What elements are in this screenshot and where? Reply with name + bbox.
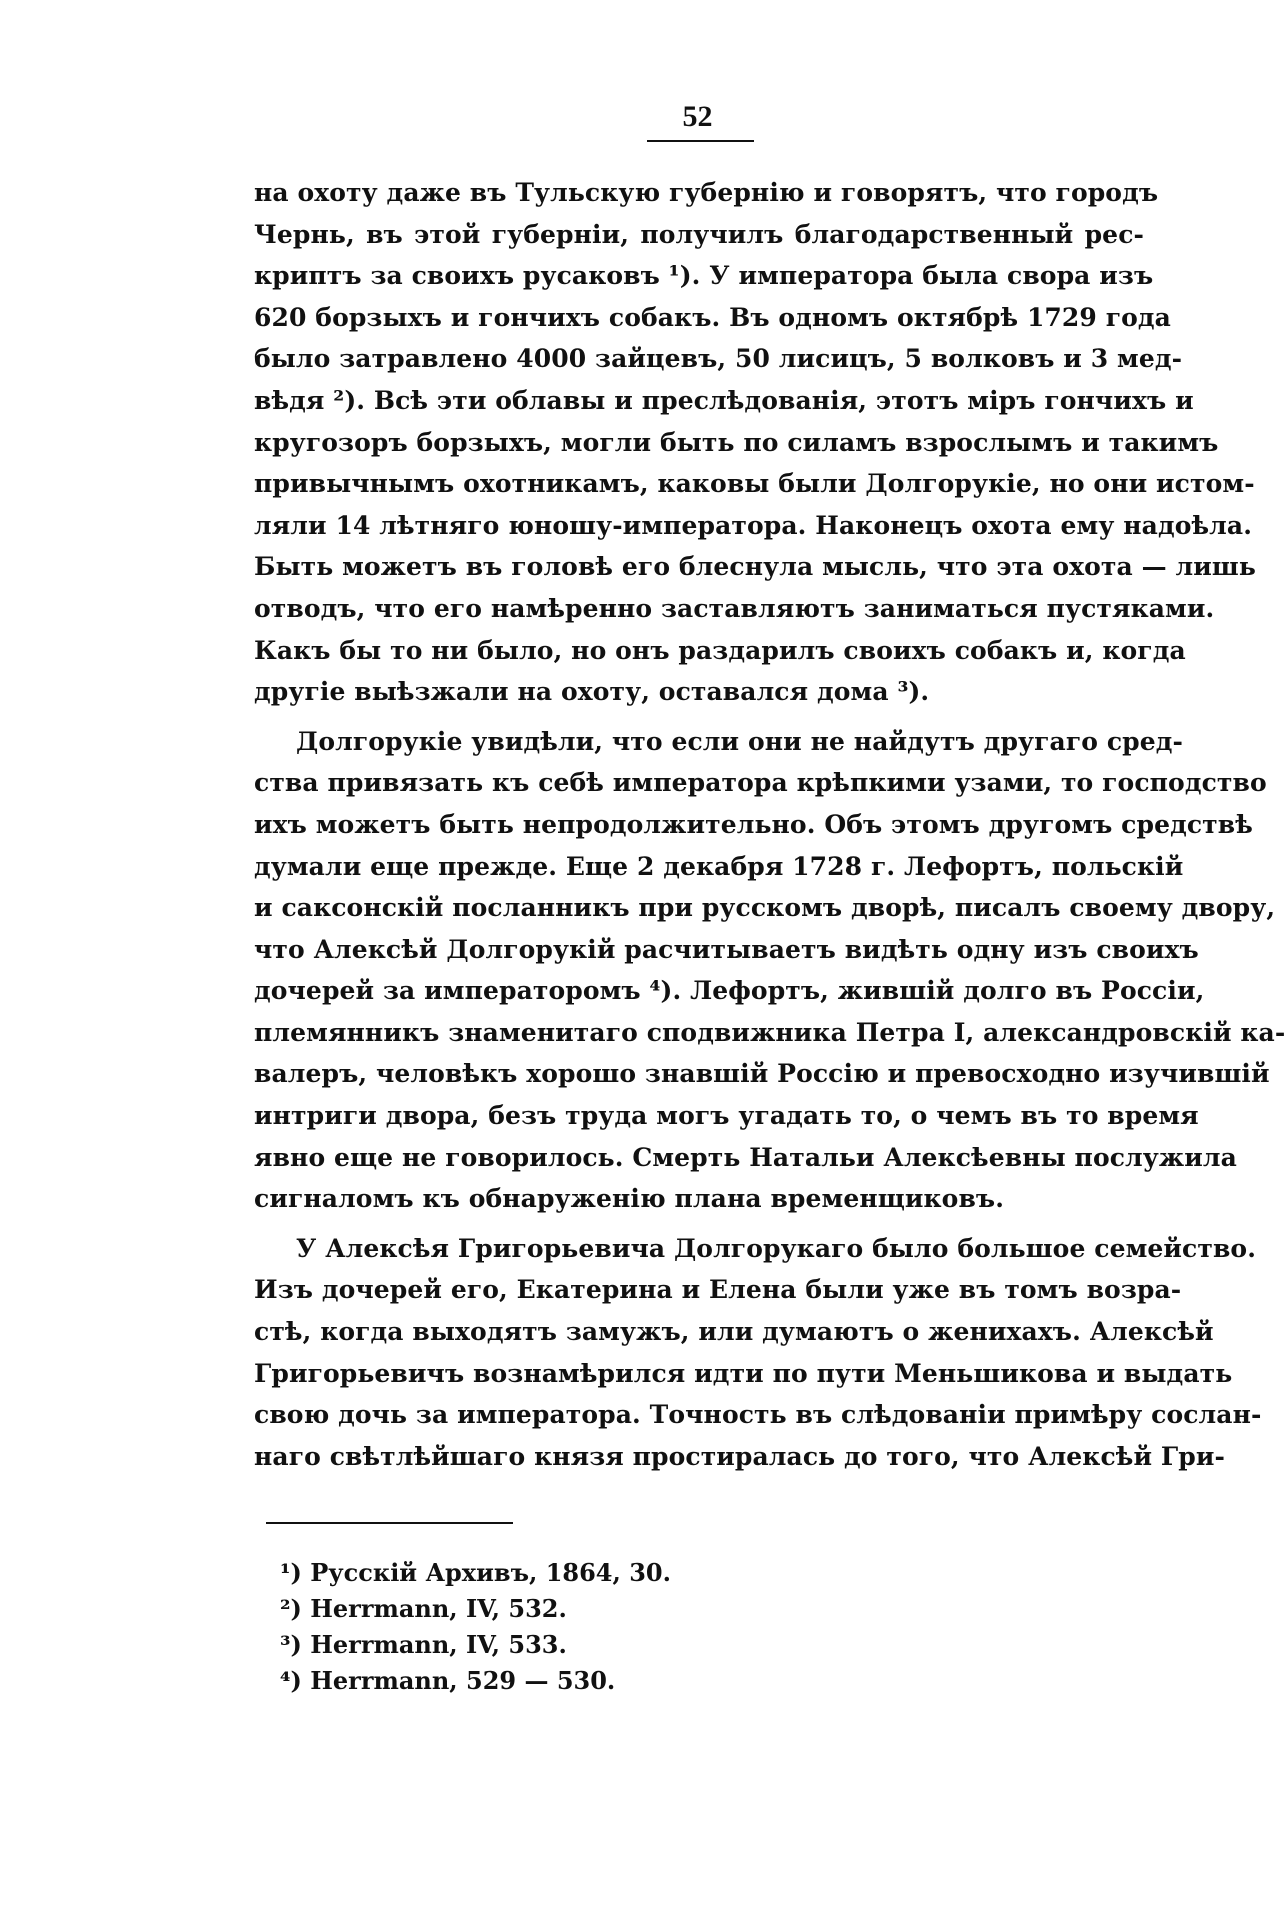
footnote: ³) Herrmann, IV, 533.: [280, 1630, 567, 1659]
text-line: 620 борзыхъ и гончихъ собакъ. Въ одномъ октябрѣ 1729 года: [254, 302, 1171, 332]
text-line: интриги двора, безъ труда могъ угадать то, о чемъ въ то время: [254, 1101, 1199, 1131]
text-line: явно еще не говорилось. Смерть Натальи Алексѣевны послужила: [254, 1142, 1237, 1172]
text-line: кругозоръ борзыхъ, могли быть по силамъ взрослымъ и такимъ: [254, 427, 1219, 457]
body-text: [254, 172, 1285, 1477]
text-line: Долгорукіе увидѣли, что если они не найдутъ другаго сред-: [296, 726, 1183, 756]
footnote: ²) Herrmann, IV, 532.: [280, 1594, 567, 1623]
text-line: и саксонскій посланникъ при русскомъ дворѣ, писалъ своему двору,: [254, 893, 1276, 923]
text-line: У Алексѣя Григорьевича Долгорукаго было большое семейство.: [296, 1233, 1257, 1263]
text-line: на охоту даже въ Тульскую губернію и говорятъ, что городъ: [254, 178, 1159, 207]
text-line: сигналомъ къ обнаруженію плана временщиковъ.: [254, 1184, 1005, 1214]
text-line: Какъ бы то ни было, но онъ раздарилъ своихъ собакъ и, когда: [254, 635, 1186, 665]
text-line: Изъ дочерей его, Екатерина и Елена были уже въ томъ возра-: [254, 1275, 1182, 1305]
paragraph-gap: [254, 713, 1144, 721]
footnote: ⁴) Herrmann, 529 — 530.: [280, 1666, 616, 1695]
text-line: было затравлено 4000 зайцевъ, 50 лисицъ, 5 волковъ и 3 мед-: [254, 344, 1183, 374]
footnotes: [280, 1555, 880, 1699]
text-line: ляли 14 лѣтняго юношу-императора. Наконецъ охота ему надоѣла.: [254, 510, 1252, 540]
text-line: свою дочь за императора. Точность въ слѣдованіи примѣру сослан-: [254, 1400, 1262, 1430]
text-line: стѣ, когда выходятъ замужъ, или думаютъ о женихахъ. Алексѣй: [254, 1317, 1214, 1347]
text-line: Чернь, въ этой губерніи, получилъ благодарственный рес-: [254, 219, 1144, 249]
text-line: что Алексѣй Долгорукій расчитываетъ видѣть одну изъ своихъ: [254, 934, 1199, 964]
footnote: ¹) Русскій Архивъ, 1864, 30.: [280, 1558, 671, 1587]
text-line: думали еще прежде. Еще 2 декабря 1728 г. Лефортъ, польскій: [254, 851, 1184, 881]
text-line: другіе выѣзжали на охоту, оставался дома ³).: [254, 677, 930, 707]
page-number-rule: [647, 140, 754, 142]
text-line: Быть можетъ въ головѣ его блеснула мысль, что эта охота — лишь: [254, 552, 1256, 582]
text-line: криптъ за своихъ русаковъ ¹). У императора была свора изъ: [254, 261, 1154, 291]
text-line: Григорьевичъ вознамѣрился идти по пути Меньшикова и выдать: [254, 1358, 1233, 1388]
text-line: дочерей за императоромъ ⁴). Лефортъ, жившій долго въ Россіи,: [254, 976, 1205, 1006]
text-line: наго свѣтлѣйшаго князя простиралась до того, что Алексѣй Гри-: [254, 1441, 1225, 1471]
paragraph-gap: [254, 1220, 1144, 1228]
footnote-rule: [266, 1522, 513, 1524]
text-line: вѣдя ²). Всѣ эти облавы и преслѣдованія, этотъ міръ гончихъ и: [254, 385, 1194, 415]
text-line: валеръ, человѣкъ хорошо знавшій Россію и превосходно изучившій: [254, 1059, 1270, 1089]
text-line: ства привязать къ себѣ императора крѣпкими узами, то господство: [254, 768, 1267, 798]
text-line: ихъ можетъ быть непродолжительно. Объ этомъ другомъ средствѣ: [254, 809, 1253, 839]
page-number: 52: [682, 100, 713, 133]
text-line: привычнымъ охотникамъ, каковы были Долгорукіе, но они истом-: [254, 469, 1255, 499]
text-line: отводъ, что его намѣренно заставляютъ заниматься пустяками.: [254, 593, 1215, 623]
text-line: племянникъ знаменитаго сподвижника Петра I, александровскій ка-: [254, 1017, 1285, 1047]
